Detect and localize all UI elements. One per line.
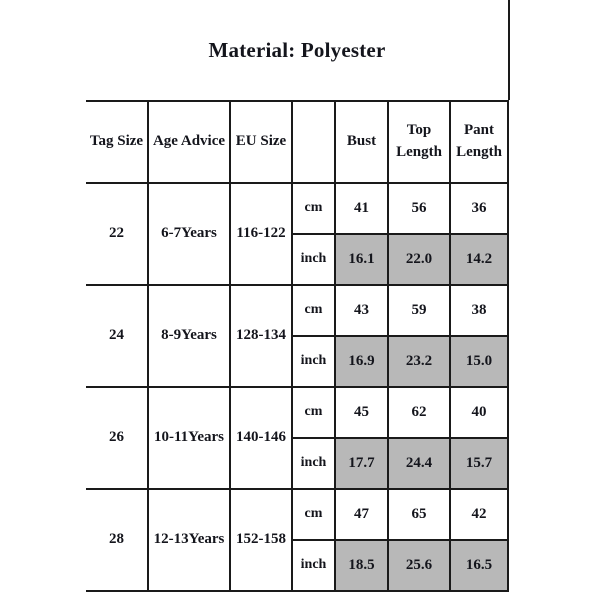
header-age-advice: Age Advice <box>148 101 230 183</box>
size-chart-table <box>86 100 509 592</box>
cell-pant-length-inch: 14.2 <box>450 234 508 285</box>
cell-bust-inch: 18.5 <box>335 540 388 591</box>
row-24-cm <box>86 285 508 336</box>
cell-eu-size: 152-158 <box>230 489 292 591</box>
title-block <box>86 0 510 100</box>
cell-bust-cm: 43 <box>335 285 388 336</box>
cell-eu-size: 128-134 <box>230 285 292 387</box>
cell-tag-size: 22 <box>86 183 148 285</box>
cell-unit-inch: inch <box>292 438 335 489</box>
cell-pant-length-inch: 15.0 <box>450 336 508 387</box>
cell-pant-length-cm: 40 <box>450 387 508 438</box>
cell-bust-inch: 16.9 <box>335 336 388 387</box>
material-title: Material: Polyester <box>208 37 386 62</box>
cell-top-length-cm: 62 <box>388 387 450 438</box>
cell-pant-length-cm: 42 <box>450 489 508 540</box>
header-eu-size: EU Size <box>230 101 292 183</box>
cell-tag-size: 26 <box>86 387 148 489</box>
cell-age-advice: 8-9Years <box>148 285 230 387</box>
cell-unit-cm: cm <box>292 387 335 438</box>
cell-bust-inch: 17.7 <box>335 438 388 489</box>
cell-bust-cm: 41 <box>335 183 388 234</box>
cell-unit-cm: cm <box>292 489 335 540</box>
cell-unit-inch: inch <box>292 336 335 387</box>
cell-top-length-cm: 59 <box>388 285 450 336</box>
cell-pant-length-cm: 36 <box>450 183 508 234</box>
cell-top-length-cm: 56 <box>388 183 450 234</box>
cell-age-advice: 10-11Years <box>148 387 230 489</box>
header-bust: Bust <box>335 101 388 183</box>
cell-age-advice: 6-7Years <box>148 183 230 285</box>
header-pant-length: Pant Length <box>450 101 508 183</box>
cell-eu-size: 140-146 <box>230 387 292 489</box>
cell-unit-inch: inch <box>292 540 335 591</box>
cell-pant-length-cm: 38 <box>450 285 508 336</box>
cell-bust-cm: 45 <box>335 387 388 438</box>
header-unit-empty <box>292 101 335 183</box>
row-22-cm <box>86 183 508 234</box>
cell-unit-cm: cm <box>292 183 335 234</box>
cell-top-length-inch: 24.4 <box>388 438 450 489</box>
header-tag-size: Tag Size <box>86 101 148 183</box>
cell-unit-inch: inch <box>292 234 335 285</box>
row-26-cm <box>86 387 508 438</box>
cell-top-length-cm: 65 <box>388 489 450 540</box>
cell-pant-length-inch: 16.5 <box>450 540 508 591</box>
cell-bust-inch: 16.1 <box>335 234 388 285</box>
cell-tag-size: 28 <box>86 489 148 591</box>
header-top-length: Top Length <box>388 101 450 183</box>
cell-unit-cm: cm <box>292 285 335 336</box>
cell-top-length-inch: 25.6 <box>388 540 450 591</box>
header-row <box>86 101 508 183</box>
cell-top-length-inch: 23.2 <box>388 336 450 387</box>
cell-bust-cm: 47 <box>335 489 388 540</box>
cell-tag-size: 24 <box>86 285 148 387</box>
cell-eu-size: 116-122 <box>230 183 292 285</box>
cell-top-length-inch: 22.0 <box>388 234 450 285</box>
cell-pant-length-inch: 15.7 <box>450 438 508 489</box>
cell-age-advice: 12-13Years <box>148 489 230 591</box>
row-28-cm <box>86 489 508 540</box>
